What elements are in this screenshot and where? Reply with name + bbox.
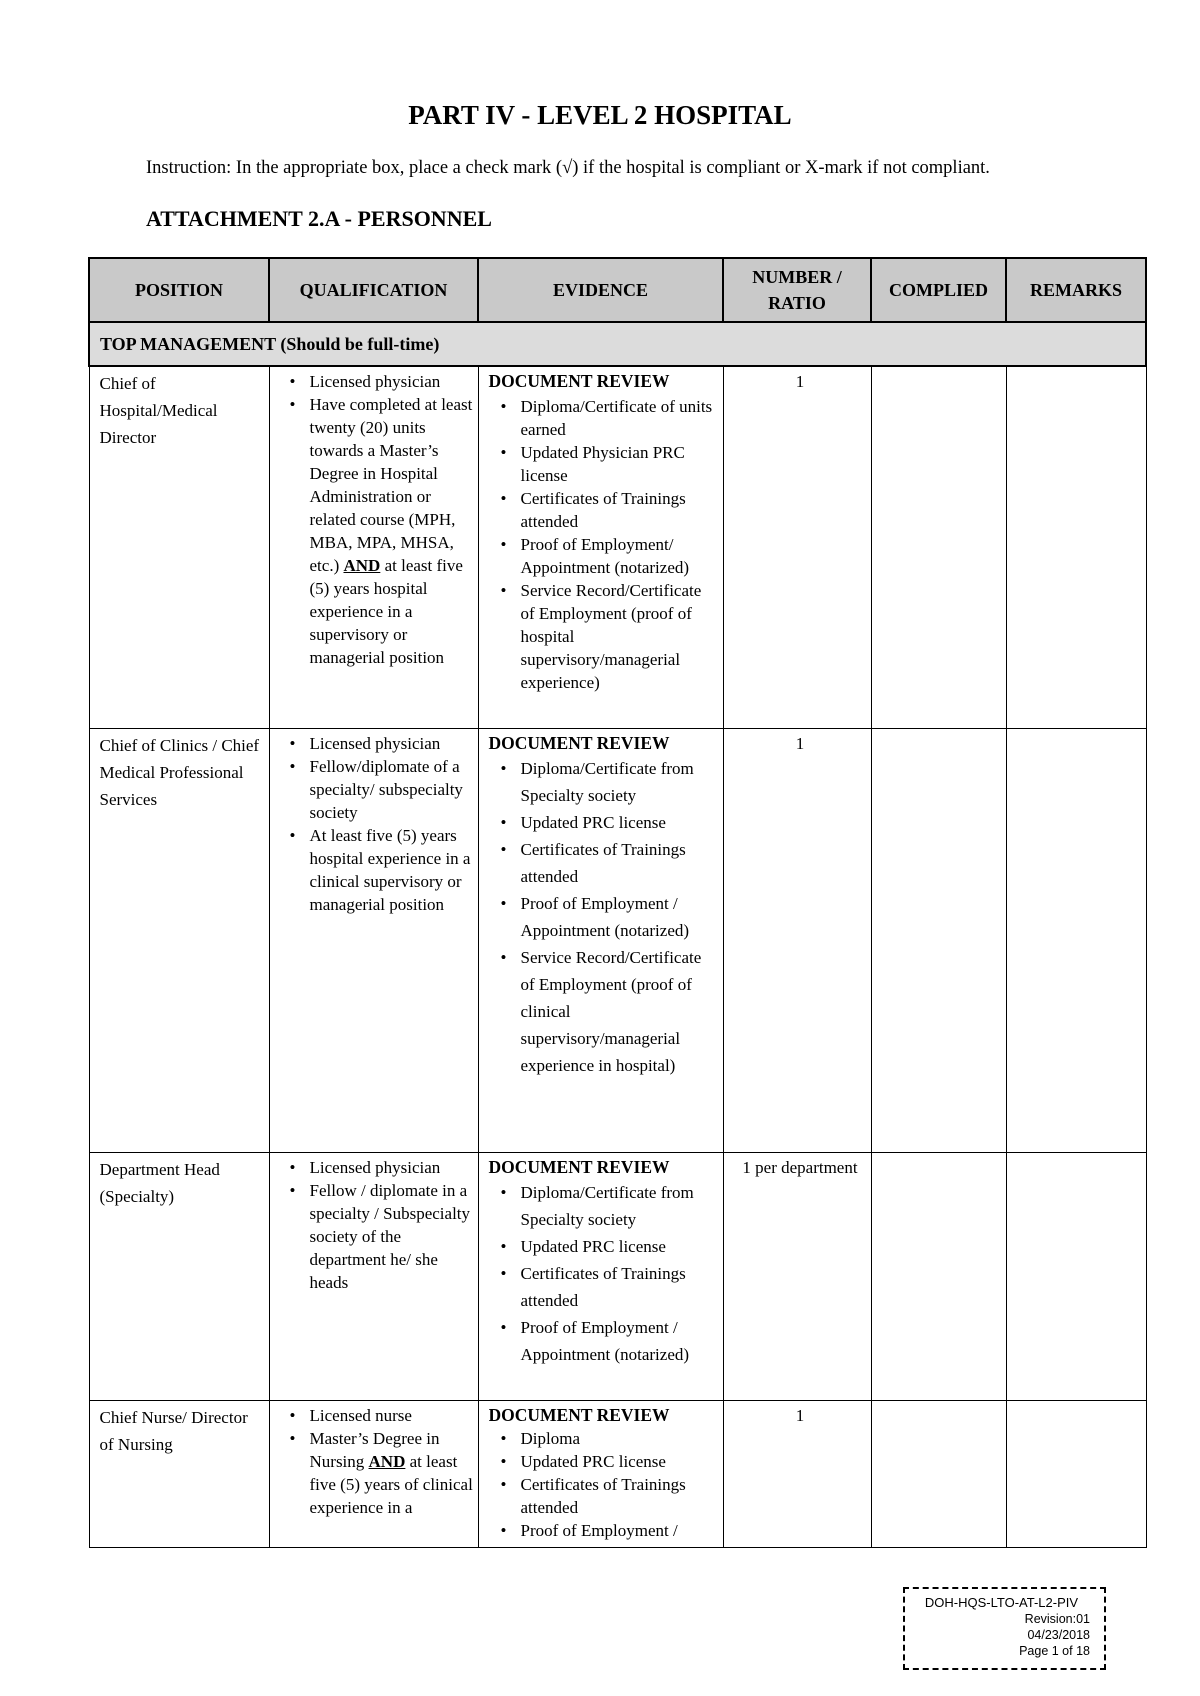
table-row <box>89 1400 1146 1547</box>
qualification-list <box>280 732 474 916</box>
number-ratio-cell: 1 per department <box>723 1152 871 1400</box>
evidence-list <box>489 755 719 1079</box>
qualification-cell <box>269 1400 478 1547</box>
evidence-item: • Certificates of Trainings attended <box>507 1260 719 1314</box>
evidence-item: • Service Record/Certificate of Employment (proof of hospital supervisory/managerial experience) <box>507 579 719 694</box>
qualification-text: at least five (5) years hospital experience in a supervisory or managerial position <box>309 556 463 667</box>
qualification-item: • Licensed physician <box>298 1156 474 1179</box>
section-row-top-management <box>89 322 1146 366</box>
page-title: PART IV - LEVEL 2 HOSPITAL <box>408 100 792 130</box>
document-control-box <box>903 1587 1106 1670</box>
evidence-item: • Proof of Employment / <box>507 1519 719 1542</box>
table-header-row <box>89 258 1146 322</box>
header-evidence: EVIDENCE <box>478 258 723 322</box>
evidence-item: • Certificates of Trainings attended <box>507 836 719 890</box>
qualification-list <box>280 370 474 669</box>
header-number-ratio <box>723 258 871 322</box>
evidence-item: • Proof of Employment / Appointment (notarized) <box>507 890 719 944</box>
evidence-item: • Certificates of Trainings attended <box>507 1473 719 1519</box>
evidence-item: • Proof of Employment / Appointment (notarized) <box>507 1314 719 1368</box>
qualification-text: Have completed at least twenty (20) units towards a Master’s Degree in Hospital Administration or related course (MPH, MBA, MPA, MHSA, etc.) <box>309 395 473 575</box>
evidence-item: • Updated PRC license <box>507 1450 719 1473</box>
table-row <box>89 728 1146 1152</box>
qualification-item <box>298 393 474 669</box>
qualification-item: • Fellow/diplomate of a specialty/ subspecialty society <box>298 755 474 824</box>
evidence-item: • Updated PRC license <box>507 1233 719 1260</box>
evidence-clip <box>489 1404 719 1544</box>
section-title <box>89 322 1146 366</box>
evidence-item: • Diploma/Certificate of units earned <box>507 395 719 441</box>
evidence-heading: DOCUMENT REVIEW <box>488 732 670 753</box>
evidence-item: • Proof of Employment/ Appointment (notarized) <box>507 533 719 579</box>
remarks-cell[interactable] <box>1006 1152 1146 1400</box>
qualification-item: • Licensed physician <box>298 732 474 755</box>
evidence-item: • Diploma/Certificate from Specialty society <box>507 755 719 809</box>
position-cell: Chief of Clinics / Chief Medical Professional Services <box>89 728 269 1152</box>
personnel-table <box>88 257 1147 1548</box>
and-emphasis: AND <box>368 1451 406 1471</box>
evidence-cell <box>478 1152 723 1400</box>
number-ratio-cell: 1 <box>723 728 871 1152</box>
qualification-item <box>298 1427 474 1519</box>
position-cell <box>89 1400 269 1547</box>
complied-cell[interactable] <box>871 1152 1006 1400</box>
header-complied: COMPLIED <box>871 258 1006 322</box>
evidence-cell <box>478 1400 723 1547</box>
complied-cell[interactable] <box>871 728 1006 1152</box>
number-ratio-cell: 1 <box>723 1400 871 1547</box>
evidence-list <box>489 1179 719 1368</box>
evidence-item: • Updated Physician PRC license <box>507 441 719 487</box>
position-cell: Department Head (Specialty) <box>89 1152 269 1400</box>
evidence-item: • Diploma/Certificate from Specialty society <box>507 1179 719 1233</box>
page-number: Page 1 of 18 <box>1019 1644 1090 1658</box>
qualification-text: at least five (5) years of clinical experience in a <box>309 1451 473 1517</box>
qualification-cell <box>269 366 478 728</box>
position-cell: Chief of Hospital/Medical Director <box>89 366 269 728</box>
revision-number: Revision:01 <box>1024 1612 1090 1626</box>
evidence-item: • Updated PRC license <box>507 809 719 836</box>
evidence-cell <box>478 728 723 1152</box>
header-qualification: QUALIFICATION <box>269 258 478 322</box>
table-row <box>89 366 1146 728</box>
qualification-clip <box>280 1404 474 1544</box>
instruction-text: Instruction: In the appropriate box, place a check mark (√) if the hospital is compliant or X-mark if not compliant. <box>146 158 990 178</box>
qualification-item: • At least five (5) years hospital experience in a clinical supervisory or managerial position <box>298 824 474 916</box>
header-position: POSITION <box>89 258 269 322</box>
evidence-cell <box>478 366 723 728</box>
qualification-list <box>280 1156 474 1294</box>
qualification-list <box>280 1404 474 1519</box>
attachment-title: ATTACHMENT 2.A - PERSONNEL <box>146 206 492 231</box>
table-row <box>89 1152 1146 1400</box>
section-note: (Should be full-time) <box>275 333 440 354</box>
section-label: TOP MANAGEMENT <box>100 333 276 354</box>
evidence-item: • Diploma <box>507 1427 719 1450</box>
evidence-heading: DOCUMENT REVIEW <box>488 1156 670 1177</box>
header-number-line2: RATIO <box>768 293 826 313</box>
header-number-line1: NUMBER / <box>752 267 842 287</box>
document-code: DOH-HQS-LTO-AT-L2-PIV <box>924 1595 1079 1610</box>
evidence-heading: DOCUMENT REVIEW <box>488 371 670 391</box>
number-ratio-cell: 1 <box>723 366 871 728</box>
qualification-cell <box>269 1152 478 1400</box>
qualification-item: • Licensed nurse <box>298 1404 474 1427</box>
qualification-cell <box>269 728 478 1152</box>
revision-date: 04/23/2018 <box>1027 1628 1090 1642</box>
qualification-text: Master’s Degree in Nursing <box>309 1428 440 1471</box>
remarks-cell[interactable] <box>1006 1400 1146 1547</box>
evidence-item: • Service Record/Certificate of Employment (proof of clinical supervisory/managerial experience in hospital) <box>507 944 719 1079</box>
qualification-item: • Fellow / diplomate in a specialty / Subspecialty society of the department he/ she heads <box>298 1179 474 1294</box>
complied-cell[interactable] <box>871 366 1006 728</box>
complied-cell[interactable] <box>871 1400 1006 1547</box>
header-remarks: REMARKS <box>1006 258 1146 322</box>
qualification-item: • Licensed physician <box>298 370 474 393</box>
and-emphasis: AND <box>343 556 381 575</box>
evidence-list <box>489 395 719 694</box>
evidence-item: • Certificates of Trainings attended <box>507 487 719 533</box>
remarks-cell[interactable] <box>1006 366 1146 728</box>
evidence-list <box>489 1427 719 1542</box>
position-text: Chief Nurse/ Director of Nursing <box>99 1407 248 1454</box>
remarks-cell[interactable] <box>1006 728 1146 1152</box>
evidence-heading: DOCUMENT REVIEW <box>488 1404 670 1425</box>
